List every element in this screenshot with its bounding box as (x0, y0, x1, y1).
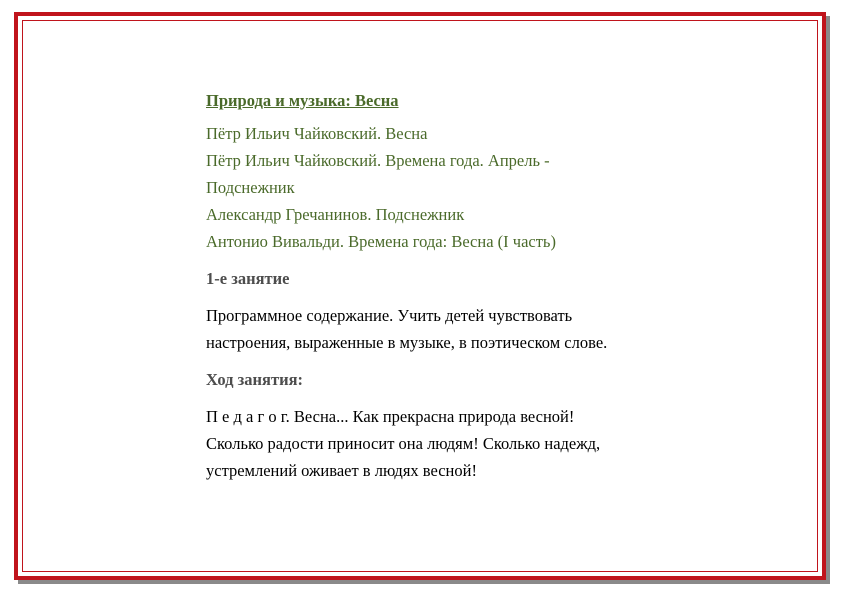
music-list-item: Подснежник (206, 178, 295, 197)
program-line: настроения, выраженные в музыке, в поэтическом слове. (206, 333, 608, 352)
music-list-item: Антонио Вивальди. Времена года: Весна (I часть) (206, 232, 556, 251)
lesson-heading: 1-е занятие (206, 269, 290, 288)
teacher-paragraph (206, 403, 706, 484)
teacher-line: П е д а г о г. Весна... Как прекрасна природа весной! (206, 407, 575, 426)
teacher-line: Сколько радости приносит она людям! Сколько надежд, (206, 434, 601, 453)
course-heading: Ход занятия: (206, 370, 304, 389)
teacher-line: устремлений оживает в людях весной! (206, 461, 477, 480)
music-list-item: Пётр Ильич Чайковский. Весна (206, 124, 428, 143)
music-list-item: Александр Гречанинов. Подснежник (206, 205, 465, 224)
music-list-item: Пётр Ильич Чайковский. Времена года. Апрель - (206, 151, 550, 170)
program-line: Программное содержание. Учить детей чувствовать (206, 306, 573, 325)
music-list (206, 120, 706, 255)
document-content (206, 84, 706, 484)
program-paragraph (206, 302, 706, 356)
page-title: Природа и музыка: Весна (206, 91, 399, 110)
